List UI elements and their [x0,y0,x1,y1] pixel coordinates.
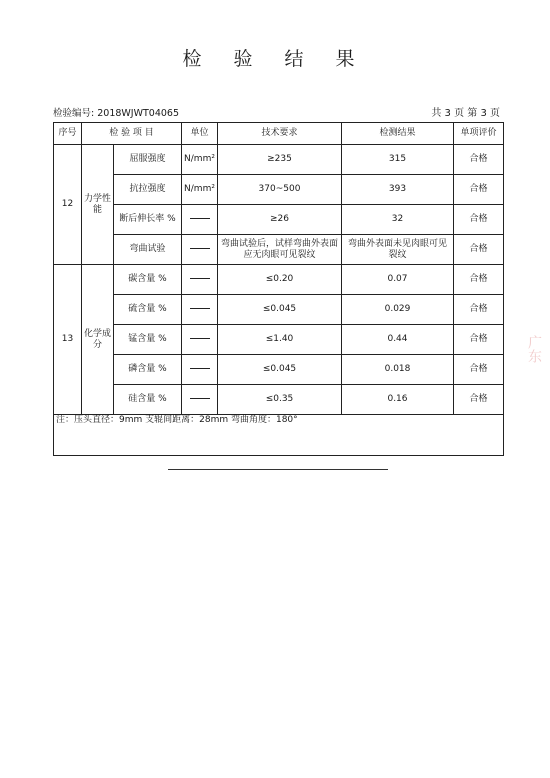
item-evaluation: 合格 [454,205,504,235]
report-number-value: 2018WJWT04065 [97,108,180,119]
header-requirement: 技术要求 [218,123,342,145]
item-result: 0.44 [342,325,454,355]
note-row [54,415,504,456]
page-info: 共 3 页 第 3 页 [431,108,500,119]
item-unit-dash [182,265,218,295]
group-category: 化学成分 [82,265,114,415]
header-evaluation: 单项评价 [454,123,504,145]
partial-stamp: 广东 [526,335,542,363]
item-result: 0.018 [342,355,454,385]
item-evaluation: 合格 [454,325,504,355]
item-name: 硅含量 % [114,385,182,415]
item-requirement: ≤0.045 [218,355,342,385]
item-unit-dash [182,205,218,235]
item-requirement: ≤0.35 [218,385,342,415]
item-name: 屈服强度 [114,145,182,175]
item-evaluation: 合格 [454,175,504,205]
item-result: 0.07 [342,265,454,295]
item-unit-dash [182,385,218,415]
item-name: 碳含量 % [114,265,182,295]
table-row [54,295,504,325]
table-row [54,205,504,235]
item-requirement: ≥26 [218,205,342,235]
group-category: 力学性能 [82,145,114,265]
group-no: 12 [54,145,82,265]
table-row [54,265,504,295]
table-row [54,145,504,175]
item-unit-dash [182,355,218,385]
item-evaluation: 合格 [454,145,504,175]
item-requirement: 370~500 [218,175,342,205]
item-name: 硫含量 % [114,295,182,325]
item-evaluation: 合格 [454,385,504,415]
table-row [54,175,504,205]
item-unit-dash [182,235,218,265]
item-name: 断后伸长率 % [114,205,182,235]
item-requirement: ≤0.045 [218,295,342,325]
item-evaluation: 合格 [454,295,504,325]
item-name: 锰含量 % [114,325,182,355]
item-name: 磷含量 % [114,355,182,385]
item-unit: N/mm² [182,145,218,175]
report-number [53,105,179,119]
group-no: 13 [54,265,82,415]
item-evaluation: 合格 [454,235,504,265]
item-result: 0.16 [342,385,454,415]
table-row [54,325,504,355]
item-result: 弯曲外表面未见肉眼可见裂纹 [342,235,454,265]
item-unit: N/mm² [182,175,218,205]
item-name: 抗拉强度 [114,175,182,205]
item-requirement: 弯曲试验后，试样弯曲外表面应无肉眼可见裂纹 [218,235,342,265]
item-requirement: ≤0.20 [218,265,342,295]
header-no: 序号 [54,123,82,145]
header-item: 检 验 项 目 [82,123,182,145]
table-row [54,355,504,385]
table-row [54,385,504,415]
table-row [54,235,504,265]
item-unit-dash [182,325,218,355]
item-name: 弯曲试验 [114,235,182,265]
signature-line [168,469,388,470]
table-header-row [54,123,504,145]
report-number-label: 检验编号: [53,108,95,119]
item-evaluation: 合格 [454,355,504,385]
item-result: 0.029 [342,295,454,325]
item-result: 32 [342,205,454,235]
item-unit-dash [182,295,218,325]
item-requirement: ≤1.40 [218,325,342,355]
note-text: 注：压头直径：9mm 支辊间距离：28mm 弯曲角度：180° [54,415,504,456]
item-result: 393 [342,175,454,205]
header-result: 检测结果 [342,123,454,145]
results-table [53,122,504,456]
header-unit: 单位 [182,123,218,145]
item-requirement: ≥235 [218,145,342,175]
item-result: 315 [342,145,454,175]
page-title: 检 验 结 果 [182,48,368,70]
item-evaluation: 合格 [454,265,504,295]
